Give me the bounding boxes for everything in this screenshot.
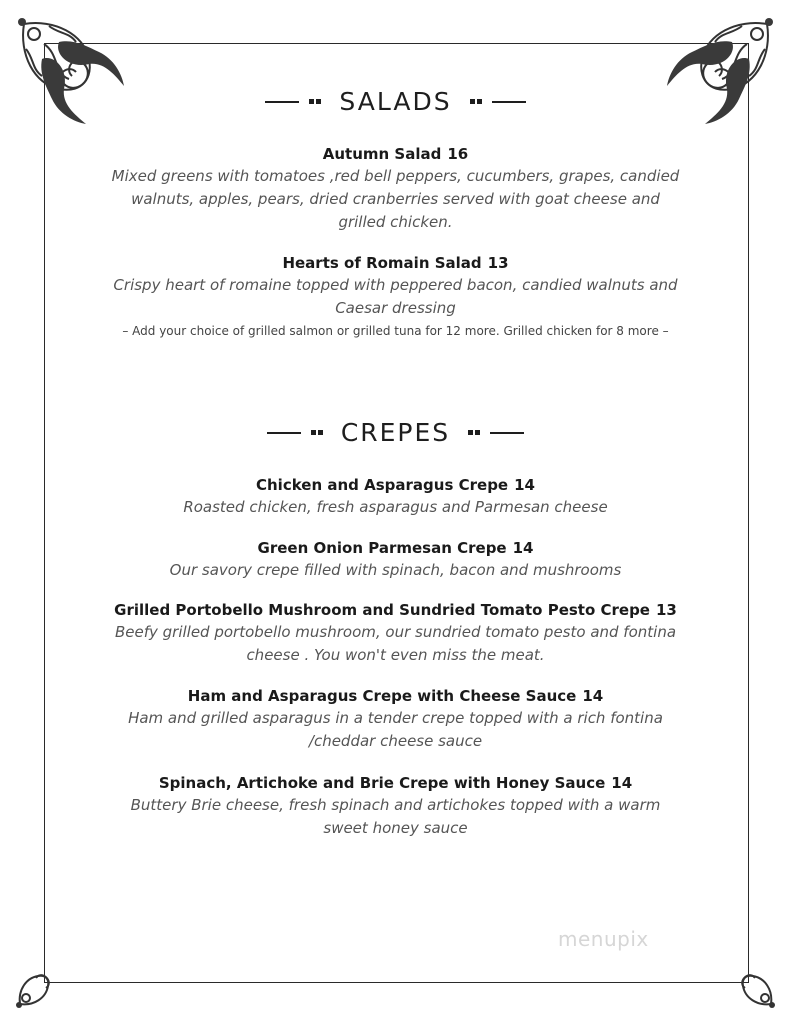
item-name-line [110, 772, 681, 794]
item-name: Grilled Portobello Mushroom and Sundried Tomato Pesto Crepe [114, 601, 650, 619]
double-square-icon [311, 430, 323, 435]
menu-item-chicken-asparagus-crepe [110, 474, 681, 519]
item-name: Autumn Salad [322, 145, 442, 163]
item-description: Beefy grilled portobello mushroom, our sundried tomato pesto and fontina cheese . You won't even miss the meat. [114, 623, 677, 664]
ornamental-corner-icon [14, 14, 144, 144]
heading-rule [265, 101, 299, 103]
item-name-line [110, 252, 681, 274]
item-price: 13 [655, 601, 677, 619]
item-name: Chicken and Asparagus Crepe [256, 476, 509, 494]
menu-item-green-onion-parmesan-crepe [110, 537, 681, 582]
heading-rule [490, 432, 524, 434]
double-square-icon [468, 430, 480, 435]
menu-item-spinach-artichoke-brie-crepe [110, 772, 681, 840]
ornamental-corner-icon [647, 14, 777, 144]
item-name-line [110, 537, 681, 559]
item-name-line [100, 599, 691, 621]
double-square-icon [470, 99, 482, 104]
item-description: Buttery Brie cheese, fresh spinach and artichokes topped with a warm sweet honey sauce [130, 796, 661, 837]
item-description: Ham and grilled asparagus in a tender crepe topped with a rich fontina /cheddar cheese sauce [128, 709, 663, 750]
item-name: Green Onion Parmesan Crepe [257, 539, 507, 557]
heading-rule [492, 101, 526, 103]
section-title: SALADS [339, 87, 452, 116]
item-name: Ham and Asparagus Crepe with Cheese Sauce [187, 687, 577, 705]
item-description: Mixed greens with tomatoes ,red bell peppers, cucumbers, grapes, candied walnuts, apples, pears, dried cranberries served with goat cheese and grilled chicken. [111, 167, 680, 231]
item-description: Roasted chicken, fresh asparagus and Parmesan cheese [183, 498, 608, 516]
item-name: Spinach, Artichoke and Brie Crepe with Honey Sauce [158, 774, 606, 792]
item-price: 14 [582, 687, 604, 705]
watermark: menupix [558, 927, 649, 951]
item-name-line [110, 143, 681, 165]
ornamental-corner-icon [717, 950, 777, 1010]
item-price: 13 [487, 254, 509, 272]
menu-item-hearts-of-romain-salad [110, 252, 681, 340]
item-name: Hearts of Romain Salad [282, 254, 482, 272]
menu-item-ham-asparagus-crepe [110, 685, 681, 753]
item-name-line [110, 474, 681, 496]
double-square-icon [309, 99, 321, 104]
ornamental-corner-icon [14, 950, 74, 1010]
item-name-line [110, 685, 681, 707]
item-price: 16 [447, 145, 469, 163]
item-price: 14 [512, 539, 534, 557]
item-description: Crispy heart of romaine topped with peppered bacon, candied walnuts and Caesar dressing [113, 276, 678, 317]
item-note: – Add your choice of grilled salmon or grilled tuna for 12 more. Grilled chicken for 8 more – [122, 324, 669, 338]
item-description: Our savory crepe filled with spinach, bacon and mushrooms [169, 561, 622, 579]
item-price: 14 [514, 476, 535, 494]
menu-item-portobello-pesto-crepe [100, 599, 691, 667]
item-price: 14 [611, 774, 633, 792]
section-title: CREPES [340, 418, 451, 447]
section-heading-salads [0, 87, 791, 116]
section-heading-crepes [0, 418, 791, 447]
heading-rule [267, 432, 301, 434]
menu-item-autumn-salad [110, 143, 681, 234]
